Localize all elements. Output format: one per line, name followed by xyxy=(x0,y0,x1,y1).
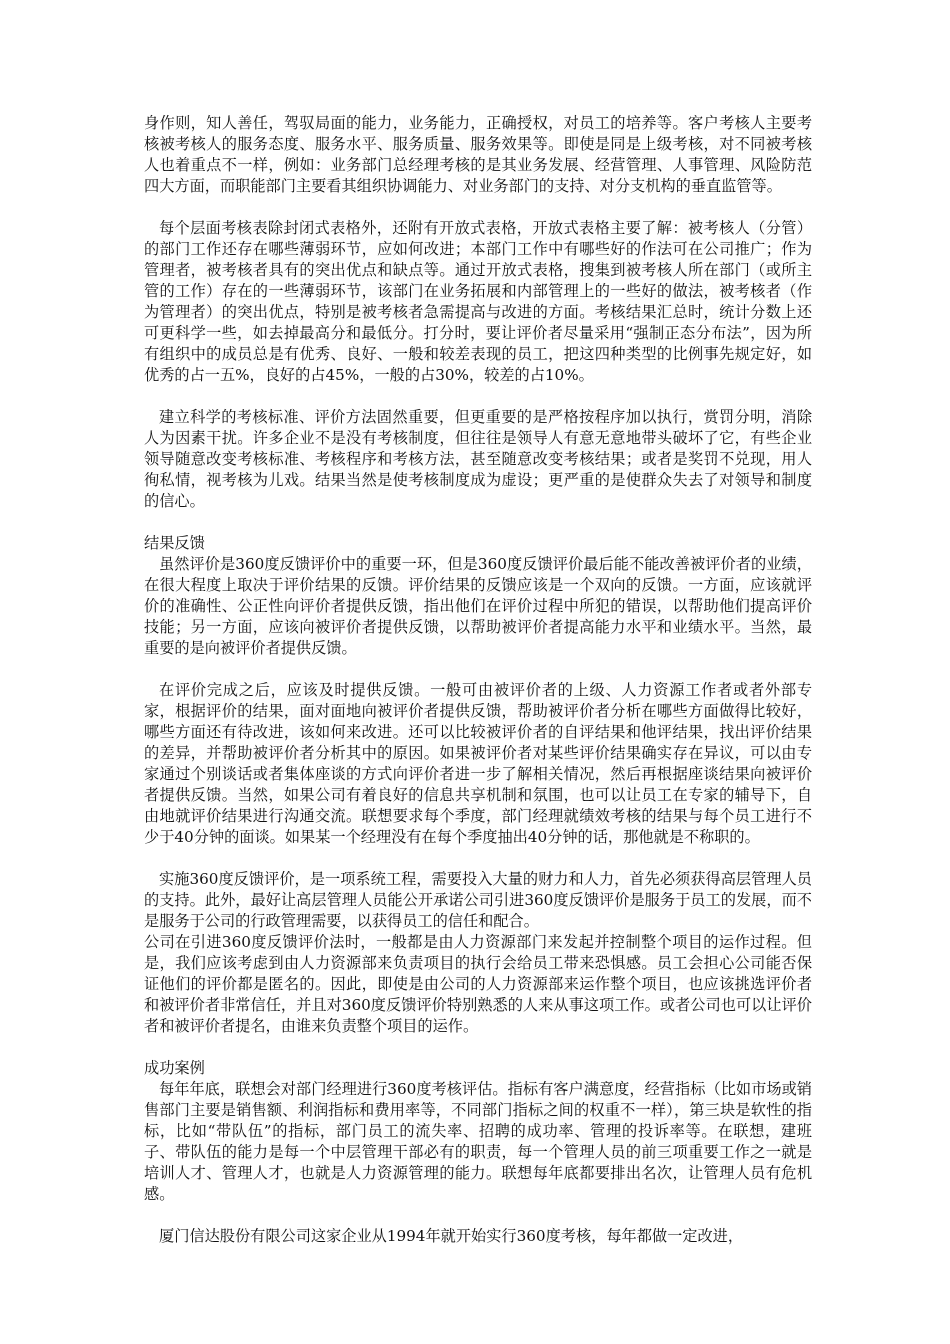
paragraph-3: 建立科学的考核标准、评价方法固然重要，但更重要的是严格按程序加以执行，赏罚分明，消除人为因素干扰。许多企业不是没有考核制度，但往往是领导人有意无意地带头破坏了它，有些企业领导随意改变考核标准、考核程序和考核方法，甚至随意改变考核结果；或者是奖罚不兑现，用人徇私情，视考核为儿戏。结果当然是使考核制度成为虚设；更严重的是使群众失去了对领导和制度的信心。 xyxy=(144,408,812,510)
section-heading-cases: 成功案例 xyxy=(144,1059,205,1077)
paragraph-2: 每个层面考核表除封闭式表格外，还附有开放式表格，开放式表格主要了解：被考核人（分管）的部门工作还存在哪些薄弱环节，应如何改进；本部门工作中有哪些好的作法可在公司推广；作为管理者，被考核者具有的突出优点和缺点等。通过开放式表格，搜集到被考核人所在部门（或所主管的工作）存在的一些薄弱环节，该部门在业务拓展和内部管理上的一些好的做法，被考核者（作为管理者）的突出优点，特别是被考核者急需提高与改进的方面。考核结果汇总时，统计分数上还可更科学一些，如去掉最高分和最低分。打分时，要让评价者尽量采用“强制正态分布法”，因为所有组织中的成员总是有优秀、良好、一般和较差表现的员工，把这四种类型的比例事先规定好，如优秀的占一五%，良好的占45%，一般的占30%，较差的占10%。 xyxy=(144,219,812,384)
document-body xyxy=(144,113,812,1247)
paragraph-4: 虽然评价是360度反馈评价中的重要一环，但是360度反馈评价最后能不能改善被评价者的业绩，在很大程度上取决于评价结果的反馈。评价结果的反馈应该是一个双向的反馈。一方面，应该就评价的准确性、公正性向评价者提供反馈，指出他们在评价过程中所犯的错误，以帮助他们提高评价技能；另一方面，应该向被评价者提供反馈，以帮助被评价者提高能力水平和业绩水平。当然，最重要的是向被评价者提供反馈。 xyxy=(144,555,812,657)
paragraph-spacer xyxy=(144,1037,812,1058)
paragraph-7: 公司在引进360度反馈评价法时，一般都是由人力资源部门来发起并控制整个项目的运作过程。但是，我们应该考虑到由人力资源部来负责项目的执行会给员工带来恐惧感。员工会担心公司能否保证他们的评价都是匿名的。因此，即使是由公司的人力资源部来运作整个项目，也应该挑选评价者和被评价者非常信任，并且对360度反馈评价特别熟悉的人来从事这项工作。或者公司也可以让评价者和被评价者提名，由谁来负责整个项目的运作。 xyxy=(144,933,812,1035)
paragraph-9: 厦门信达股份有限公司这家企业从1994年就开始实行360度考核，每年都做一定改进， xyxy=(159,1227,744,1245)
paragraph-spacer xyxy=(144,197,812,218)
paragraph-1: 身作则，知人善任，驾驭局面的能力，业务能力，正确授权，对员工的培养等。客户考核人主要考核被考核人的服务态度、服务水平、服务质量、服务效果等。即使是同是上级考核，对不同被考核人也着重点不一样，例如：业务部门总经理考核的是其业务发展、经营管理、人事管理、风险防范四大方面，而职能部门主要看其组织协调能力、对业务部门的支持、对分支机构的垂直监管等。 xyxy=(144,114,812,195)
paragraph-spacer xyxy=(144,386,812,407)
paragraph-5: 在评价完成之后，应该及时提供反馈。一般可由被评价者的上级、人力资源工作者或者外部专家，根据评价的结果，面对面地向被评价者提供反馈，帮助被评价者分析在哪些方面做得比较好，哪些方面还有待改进，该如何来改进。还可以比较被评价者的自评结果和他评结果，找出评价结果的差异，并帮助被评价者分析其中的原因。如果被评价者对某些评价结果确实存在异议，可以由专家通过个别谈话或者集体座谈的方式向评价者进一步了解相关情况，然后再根据座谈结果向被评价者提供反馈。当然，如果公司有着良好的信息共享机制和氛围，也可以让员工在专家的辅导下，自由地就评价结果进行沟通交流。联想要求每个季度，部门经理就绩效考核的结果与每个员工进行不少于40分钟的面谈。如果某一个经理没有在每个季度抽出40分钟的话，那他就是不称职的。 xyxy=(144,681,812,846)
paragraph-spacer xyxy=(144,512,812,533)
section-heading-feedback: 结果反馈 xyxy=(144,534,205,552)
paragraph-8: 每年年底，联想会对部门经理进行360度考核评估。指标有客户满意度，经营指标（比如市场或销售部门主要是销售额、利润指标和费用率等，不同部门指标之间的权重不一样），第三块是软性的指标，比如“带队伍”的指标，部门员工的流失率、招聘的成功率、管理的投诉率等。在联想，建班子、带队伍的能力是每一个中层管理干部必有的职责，每一个管理人员的前三项重要工作之一就是培训人才、管理人才，也就是人力资源管理的能力。联想每年底都要排出名次，让管理人员有危机感。 xyxy=(144,1080,812,1203)
paragraph-6: 实施360度反馈评价，是一项系统工程，需要投入大量的财力和人力，首先必须获得高层管理人员的支持。此外，最好让高层管理人员能公开承诺公司引进360度反馈评价是服务于员工的发展，而不是服务于公司的行政管理需要，以获得员工的信任和配合。 xyxy=(144,870,812,930)
paragraph-spacer xyxy=(144,848,812,869)
paragraph-spacer xyxy=(144,1205,812,1226)
paragraph-spacer xyxy=(144,659,812,680)
